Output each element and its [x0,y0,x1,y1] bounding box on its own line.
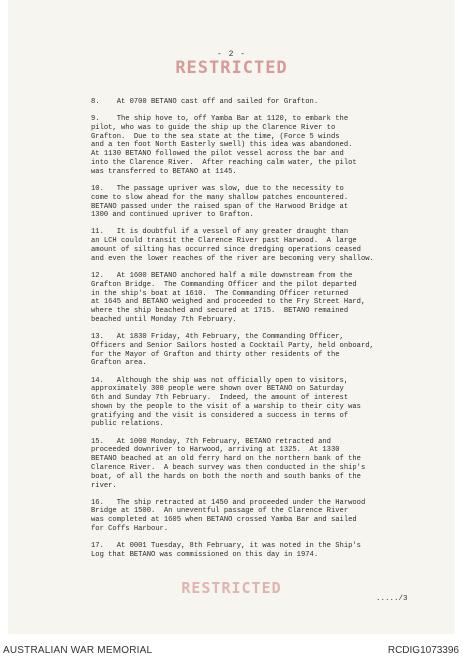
restricted-stamp-top: RESTRICTED [175,58,288,78]
restricted-stamp-bottom: RESTRICTED [181,579,282,597]
paragraph-16: 16. The ship retracted at 1450 and proceeded under the Harwood Bridge at 1500. An uneventful passage of the Clarence River was completed at 1605 when BETANO crossed Yamba Bar and sailed for Coffs Harbour. [91,498,366,534]
paragraph-9: 9. The ship hove to, off Yamba Bar at 1120, to embark the pilot, who was to guide the ship up the Clarence River to Grafton. Due to the sea state at the time, (Force 5 winds and a ten foot North Easterly swell) this idea was abandoned. At 1130 BETANO followed the pilot vessel across the bar and into the Clarence River. After reaching calm water, the pilot was transferred to BETANO at 1145. [91,115,357,176]
paragraph-13: 13. At 1830 Friday, 4th February, the Commanding Officer, Officers and Senior Sailors hosted a Cocktail Party, held onboard, for the Mayor of Grafton and thirty other residents of the Grafton area. [91,333,374,368]
archive-footer [0,634,462,666]
archive-id: RCDIG1073396 [387,645,459,656]
page-continuation-marker: ...../3 [376,595,408,603]
archive-name: AUSTRALIAN WAR MEMORIAL [3,645,153,656]
document-page [9,0,454,634]
paragraph-8: 8. At 0700 BETANO cast off and sailed for Grafton. [91,98,319,106]
paragraph-11: 11. It is doubtful if a vessel of any greater draught than an LCH could transit the Clarence River past Harwood. A large amount of silting has occurred since dredging operations ceased and even the lower reaches of the river are becoming very shallow. [91,228,374,263]
paragraph-10: 10. The passage upriver was slow, due to the necessity to come to slow ahead for the many shallow patches encountered. BETANO passed under the raised span of the Harwood Bridge at 1300 and continued upriver to Grafton. [91,184,349,220]
page-header: - 2 - [216,50,246,59]
paragraph-15: 15. At 1000 Monday, 7th February, BETANO retracted and proceeded downriver to Harwood, arriving at 1325. At 1330 BETANO beached at an old ferry hard on the northern bank of the Clarence River. A beach survey was then conducted in the ship's boat, of all the hards on both the north and south banks of the river. [91,437,366,490]
paragraph-14: 14. Although the ship was not officially open to visitors, approximately 300 people were shown over BETANO on Saturday 6th and Sunday 7th February. Indeed, the amount of interest shown by the people to the visit of a warship to their city was gratifying and the visit is considered a success in terms of public relations. [91,376,361,429]
paragraph-12: 12. At 1600 BETANO anchored half a mile downstream from the Grafton Bridge. The Commanding Officer and the pilot departed in the ship's boat at 1610. The Commanding Officer returned at 1645 and BETANO weighed and proceeded to the Fry Street Hard, where the ship beached and secured at 1715. BETANO remained beached until Monday 7th February. [91,271,366,324]
document-body [91,98,411,568]
paragraph-17: 17. At 0001 Tuesday, 8th February, it was noted in the Ship's Log that BETANO was commissioned on this day in 1974. [91,542,361,559]
